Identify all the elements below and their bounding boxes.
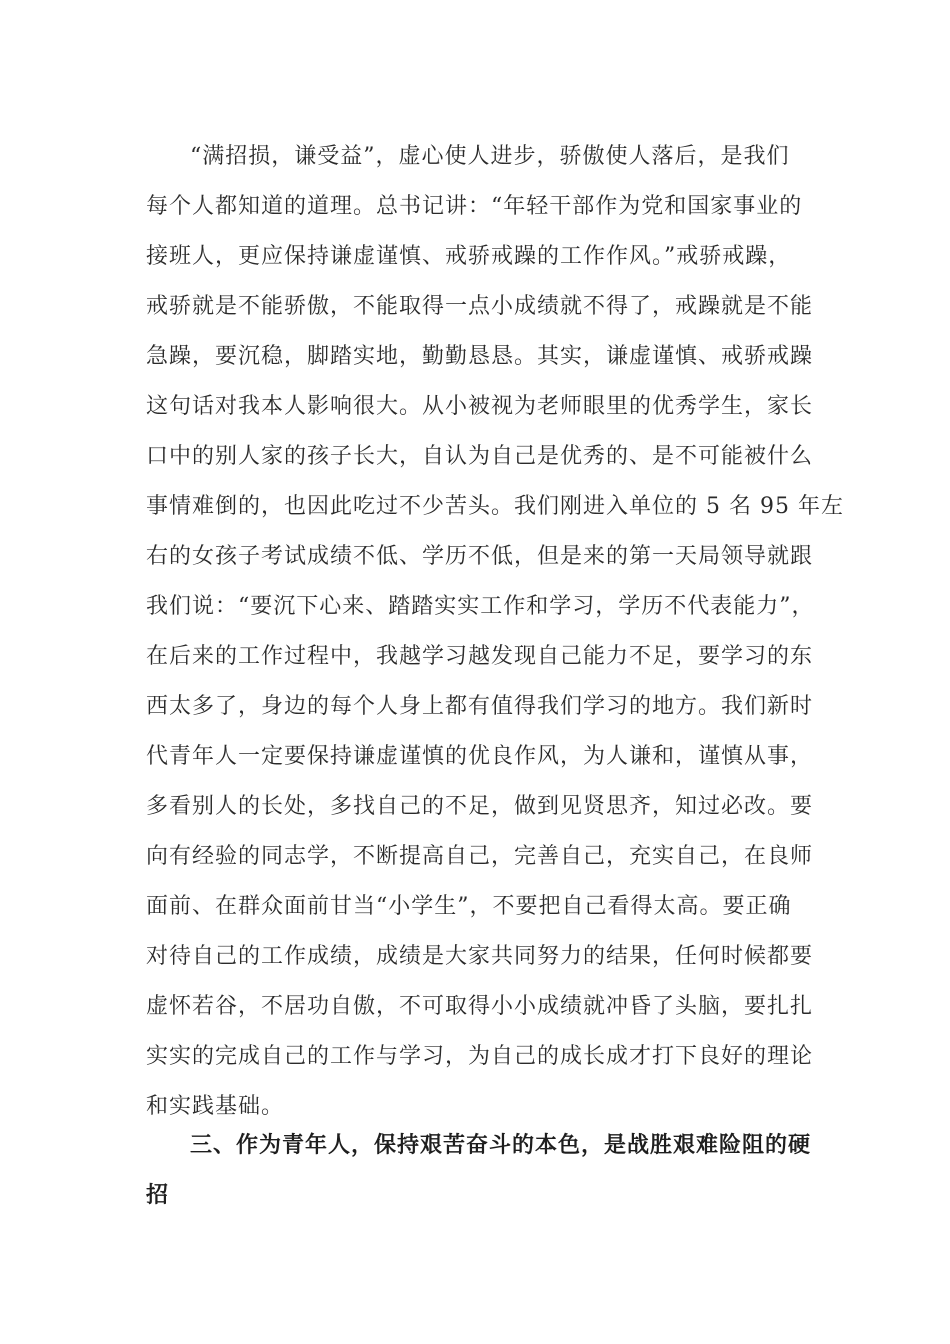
paragraph-line: 多看别人的长处，多找自己的不足，做到见贤思齐，知过必改。要	[146, 794, 814, 819]
paragraph-line: 每个人都知道的道理。总书记讲：“年轻干部作为党和国家事业的	[146, 194, 803, 219]
paragraph-line: 和实践基础。	[146, 1094, 285, 1119]
paragraph-line: “满招损，谦受益”，虚心使人进步，骄傲使人落后，是我们	[190, 144, 790, 169]
heading-line: 招	[146, 1183, 170, 1208]
paragraph-line: 这句话对我本人影响很大。从小被视为老师眼里的优秀学生，家长	[146, 394, 814, 419]
paragraph-line: 对待自己的工作成绩，成绩是大家共同努力的结果，任何时候都要	[146, 944, 814, 969]
paragraph-line: 口中的别人家的孩子长大，自认为自己是优秀的、是不可能被什么	[146, 444, 814, 469]
paragraph-line: 我们说：“要沉下心来、踏踏实实工作和学习，学历不代表能力”，	[146, 594, 815, 619]
paragraph-line: 代青年人一定要保持谦虚谨慎的优良作风，为人谦和，谨慎从事，	[146, 744, 814, 769]
paragraph-line: 虚怀若谷，不居功自傲，不可取得小小成绩就冲昏了头脑，要扎扎	[146, 994, 814, 1019]
paragraph-line: 在后来的工作过程中，我越学习越发现自己能力不足，要学习的东	[146, 644, 814, 669]
paragraph-line: 事情难倒的，也因此吃过不少苦头。我们刚进入单位的 5 名 95 年左	[146, 494, 844, 519]
paragraph-line: 右的女孩子考试成绩不低、学历不低，但是来的第一天局领导就跟	[146, 544, 814, 569]
paragraph-line: 急躁，要沉稳，脚踏实地，勤勤恳恳。其实，谦虚谨慎、戒骄戒躁	[146, 344, 814, 369]
body-paragraph	[146, 132, 844, 1132]
paragraph-line: 戒骄就是不能骄傲，不能取得一点小成绩就不得了，戒躁就是不能	[146, 294, 814, 319]
paragraph-line: 向有经验的同志学，不断提高自己，完善自己，充实自己，在良师	[146, 844, 814, 869]
paragraph-line: 面前、在群众面前甘当“小学生”，不要把自己看得太高。要正确	[146, 894, 792, 919]
paragraph-line: 西太多了，身边的每个人身上都有值得我们学习的地方。我们新时	[146, 694, 814, 719]
section-heading	[146, 1121, 816, 1221]
paragraph-line: 实实的完成自己的工作与学习，为自己的成长成才打下良好的理论	[146, 1044, 814, 1069]
heading-line: 三、作为青年人，保持艰苦奋斗的本色，是战胜艰难险阻的硬	[190, 1133, 812, 1158]
paragraph-line: 接班人，更应保持谦虚谨慎、戒骄戒躁的工作作风。”戒骄戒躁，	[146, 244, 792, 269]
